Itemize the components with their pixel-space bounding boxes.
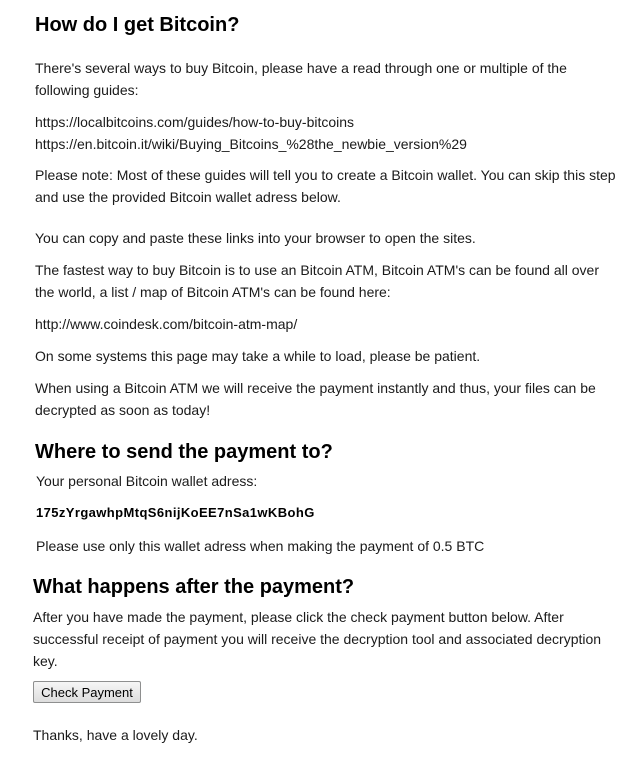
note-text-line-1: Please note: Most of these guides will tell you to create a Bitcoin wallet. You can skip this step — [35, 167, 616, 183]
intro-text-line-2: following guides: — [35, 82, 139, 98]
payment-amount-note: Please use only this wallet adress when making the payment of 0.5 BTC — [36, 538, 485, 554]
heading-how-to-get-bitcoin: How do I get Bitcoin? — [35, 14, 240, 36]
atm-text-line-1: The fastest way to buy Bitcoin is to use an Bitcoin ATM, Bitcoin ATM's can be found all over — [35, 262, 599, 278]
load-time-note: On some systems this page may take a while to load, please be patient. — [35, 348, 481, 364]
closing-text: Thanks, have a lovely day. — [33, 727, 198, 743]
guide-link-bitcoin-wiki[interactable]: https://en.bitcoin.it/wiki/Buying_Bitcoins_%28the_newbie_version%29 — [35, 136, 467, 152]
intro-text-line-1: There's several ways to buy Bitcoin, please have a read through one or multiple of the — [35, 60, 567, 76]
atm-map-link[interactable]: http://www.coindesk.com/bitcoin-atm-map/ — [35, 316, 298, 332]
after-payment-line-2: successful receipt of payment you will receive the decryption tool and associated decryption — [33, 631, 602, 647]
after-payment-line-1: After you have made the payment, please click the check payment button below. After — [33, 609, 564, 625]
note-text-line-2: and use the provided Bitcoin wallet adress below. — [35, 189, 341, 205]
copy-paste-note: You can copy and paste these links into your browser to open the sites. — [35, 230, 476, 246]
heading-where-to-send: Where to send the payment to? — [35, 441, 333, 463]
check-payment-button[interactable]: Check Payment — [33, 681, 141, 703]
guide-link-localbitcoins[interactable]: https://localbitcoins.com/guides/how-to-buy-bitcoins — [35, 114, 355, 130]
atm-benefit-line-1: When using a Bitcoin ATM we will receive the payment instantly and thus, your files can be — [35, 380, 596, 396]
wallet-address[interactable]: 175zYrgawhpMtqS6nijKoEE7nSa1wKBohG — [36, 505, 315, 520]
heading-after-payment: What happens after the payment? — [33, 576, 355, 598]
after-payment-line-3: key. — [33, 653, 58, 669]
atm-benefit-line-2: decrypted as soon as today! — [35, 402, 211, 418]
atm-text-line-2: the world, a list / map of Bitcoin ATM's can be found here: — [35, 284, 391, 300]
wallet-label: Your personal Bitcoin wallet adress: — [36, 473, 258, 489]
